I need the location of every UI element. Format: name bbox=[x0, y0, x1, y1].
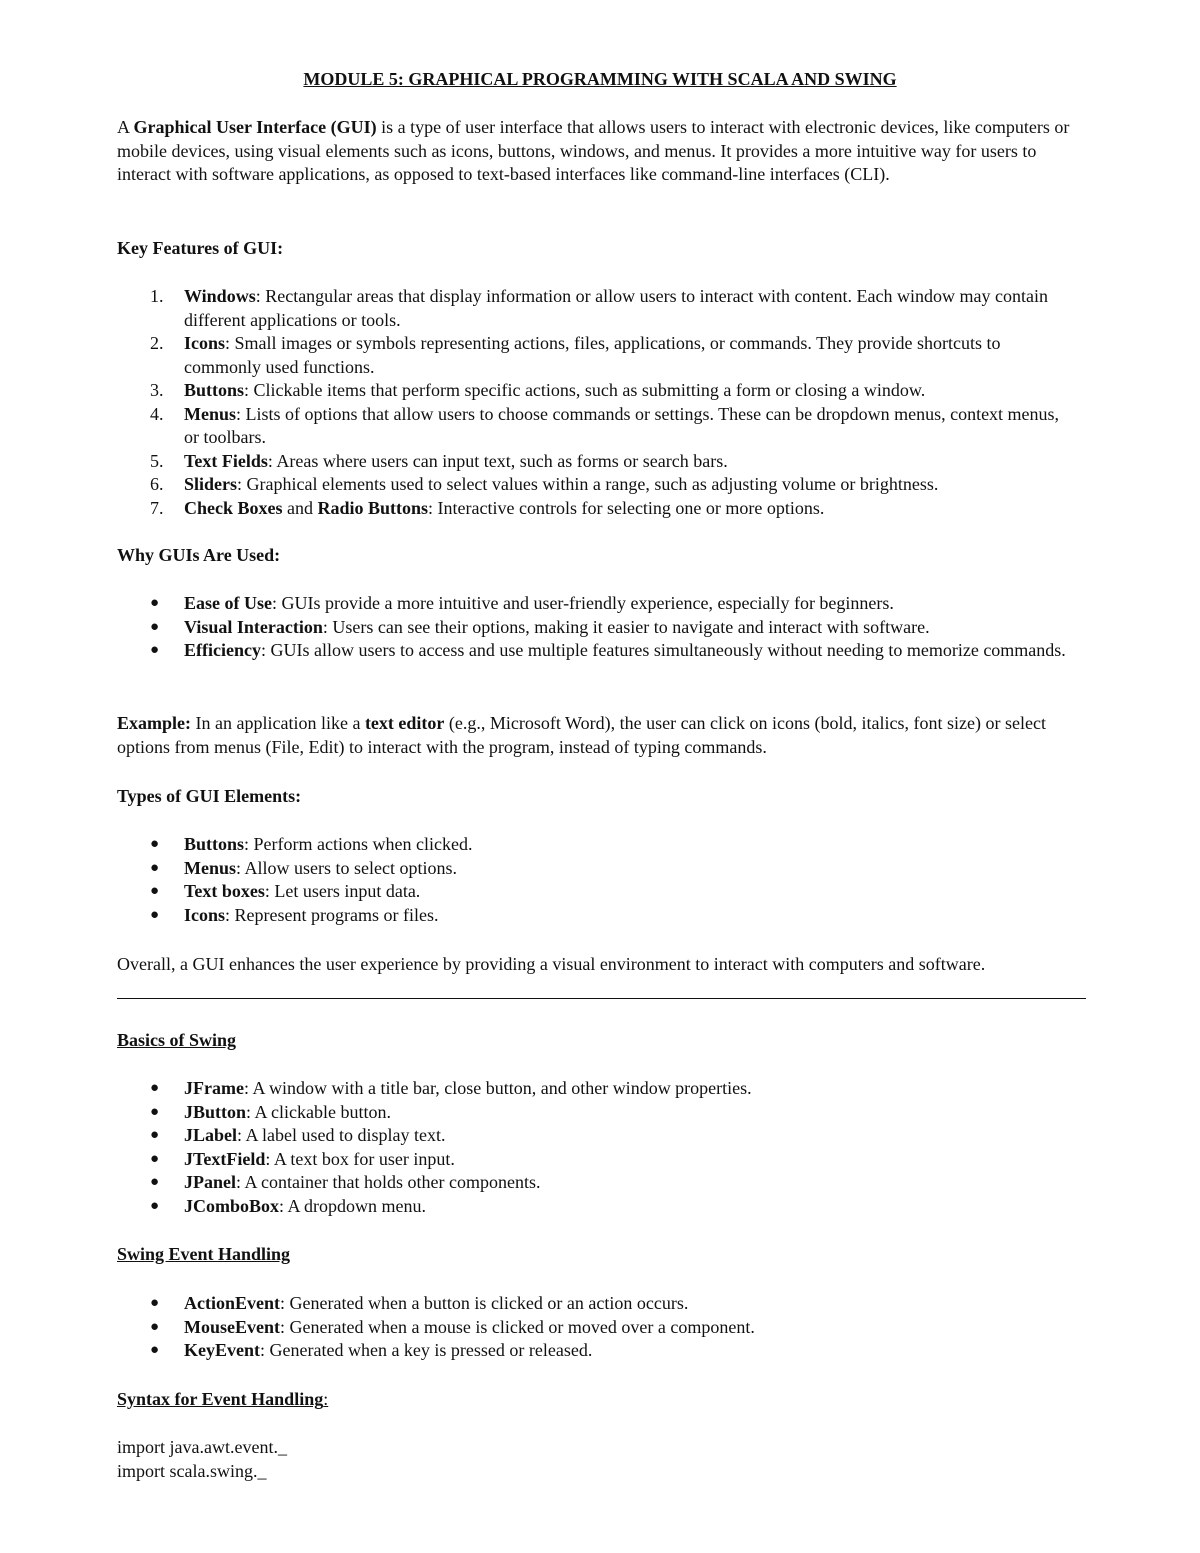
example-paragraph: Example: In an application like a text editor (e.g., Microsoft Word), the user can click on icons (bold, italics, font size) or select options from menus (File, Edit) to interact with the program, instead of typing commands. bbox=[117, 713, 1046, 757]
why-list bbox=[117, 592, 1077, 663]
list-item: ● JTextField: A text box for user input. bbox=[117, 1148, 1077, 1172]
list-item: ● Icons: Represent programs or files. bbox=[117, 904, 1077, 928]
bullet-icon: ● bbox=[150, 1103, 160, 1120]
list-item: ● Ease of Use: GUIs provide a more intuitive and user-friendly experience, especially for beginners. bbox=[117, 592, 1077, 616]
list-item: ● JPanel: A container that holds other components. bbox=[117, 1171, 1077, 1195]
list-item: ● MouseEvent: Generated when a mouse is clicked or moved over a component. bbox=[117, 1316, 1077, 1340]
intro-term: Graphical User Interface (GUI) bbox=[133, 117, 377, 137]
list-item: 4. Menus: Lists of options that allow users to choose commands or settings. These can be dropdown menus, context menus, or toolbars. bbox=[150, 403, 1060, 447]
list-item: 2. Icons: Small images or symbols representing actions, files, applications, or commands. They provide shortcuts to commonly used functions. bbox=[150, 333, 1001, 377]
list-item: ● ActionEvent: Generated when a button is clicked or an action occurs. bbox=[117, 1292, 1077, 1316]
types-list bbox=[117, 833, 1077, 927]
syntax-heading: Syntax for Event Handling: bbox=[117, 1389, 329, 1409]
list-item: 5. Text Fields: Areas where users can input text, such as forms or search bars. bbox=[150, 450, 728, 471]
list-item: ● Visual Interaction: Users can see their options, making it easier to navigate and interact with software. bbox=[117, 616, 1077, 640]
list-item: ● Efficiency: GUIs allow users to access and use multiple features simultaneously without needing to memorize commands. bbox=[117, 639, 1077, 663]
list-item: ● JButton: A clickable button. bbox=[117, 1101, 1077, 1125]
bullet-icon: ● bbox=[150, 1174, 160, 1190]
overall-paragraph: Overall, a GUI enhances the user experience by providing a visual environment to interact with computers and software. bbox=[117, 954, 986, 974]
bullet-icon: ● bbox=[150, 1295, 160, 1311]
swing-basics-list bbox=[117, 1077, 1077, 1218]
list-item: ● JLabel: A label used to display text. bbox=[117, 1124, 1077, 1148]
list-item: 7. Check Boxes and Radio Buttons: Interactive controls for selecting one or more options. bbox=[150, 497, 825, 518]
bullet-icon: ● bbox=[150, 1127, 160, 1143]
bullet-icon: ● bbox=[150, 1197, 160, 1214]
list-item: ● Text boxes: Let users input data. bbox=[117, 880, 1077, 904]
code-line: import scala.swing._ bbox=[117, 1461, 267, 1481]
key-features-heading: Key Features of GUI: bbox=[117, 238, 284, 258]
bullet-icon: ● bbox=[150, 1150, 160, 1167]
list-item: 1. Windows: Rectangular areas that display information or allow users to interact with content. Each window may contain different applications or tools. bbox=[150, 286, 1048, 330]
list-item: ● KeyEvent: Generated when a key is pressed or released. bbox=[117, 1339, 1077, 1363]
section-divider bbox=[117, 998, 1086, 999]
swing-events-list bbox=[117, 1292, 1077, 1363]
bullet-icon: ● bbox=[150, 836, 160, 852]
bullet-icon: ● bbox=[150, 883, 160, 899]
bullet-icon: ● bbox=[150, 642, 160, 658]
bullet-icon: ● bbox=[150, 1080, 160, 1096]
code-line: import java.awt.event._ bbox=[117, 1437, 287, 1457]
types-heading: Types of GUI Elements: bbox=[117, 786, 302, 806]
swing-basics-heading: Basics of Swing bbox=[117, 1030, 237, 1050]
bullet-icon: ● bbox=[150, 618, 160, 635]
list-item: 3. Buttons: Clickable items that perform specific actions, such as submitting a form or closing a window. bbox=[150, 380, 926, 400]
swing-events-heading: Swing Event Handling bbox=[117, 1244, 291, 1264]
list-item: ● JComboBox: A dropdown menu. bbox=[117, 1195, 1077, 1219]
bullet-icon: ● bbox=[150, 1318, 160, 1335]
bullet-icon: ● bbox=[150, 906, 160, 923]
intro-paragraph: A Graphical User Interface (GUI) is a type of user interface that allows users to interact with electronic devices, like computers or mobile devices, using visual elements such as icons, buttons, windows, and menus. It provides a more intuitive way for users to interact with software applications, as opposed to text-based interfaces like command-line interfaces (CLI). bbox=[117, 117, 1070, 184]
bullet-icon: ● bbox=[150, 859, 160, 876]
bullet-icon: ● bbox=[150, 1342, 160, 1358]
why-heading: Why GUIs Are Used: bbox=[117, 545, 281, 565]
page-title: MODULE 5: GRAPHICAL PROGRAMMING WITH SCALA AND SWING bbox=[303, 69, 897, 89]
key-features-list bbox=[117, 285, 1077, 520]
list-item: ● Buttons: Perform actions when clicked. bbox=[117, 833, 1077, 857]
list-item: 6. Sliders: Graphical elements used to select values within a range, such as adjusting volume or brightness. bbox=[150, 474, 939, 494]
list-item: ● Menus: Allow users to select options. bbox=[117, 857, 1077, 881]
list-item: ● JFrame: A window with a title bar, close button, and other window properties. bbox=[117, 1077, 1077, 1101]
bullet-icon: ● bbox=[150, 595, 160, 611]
